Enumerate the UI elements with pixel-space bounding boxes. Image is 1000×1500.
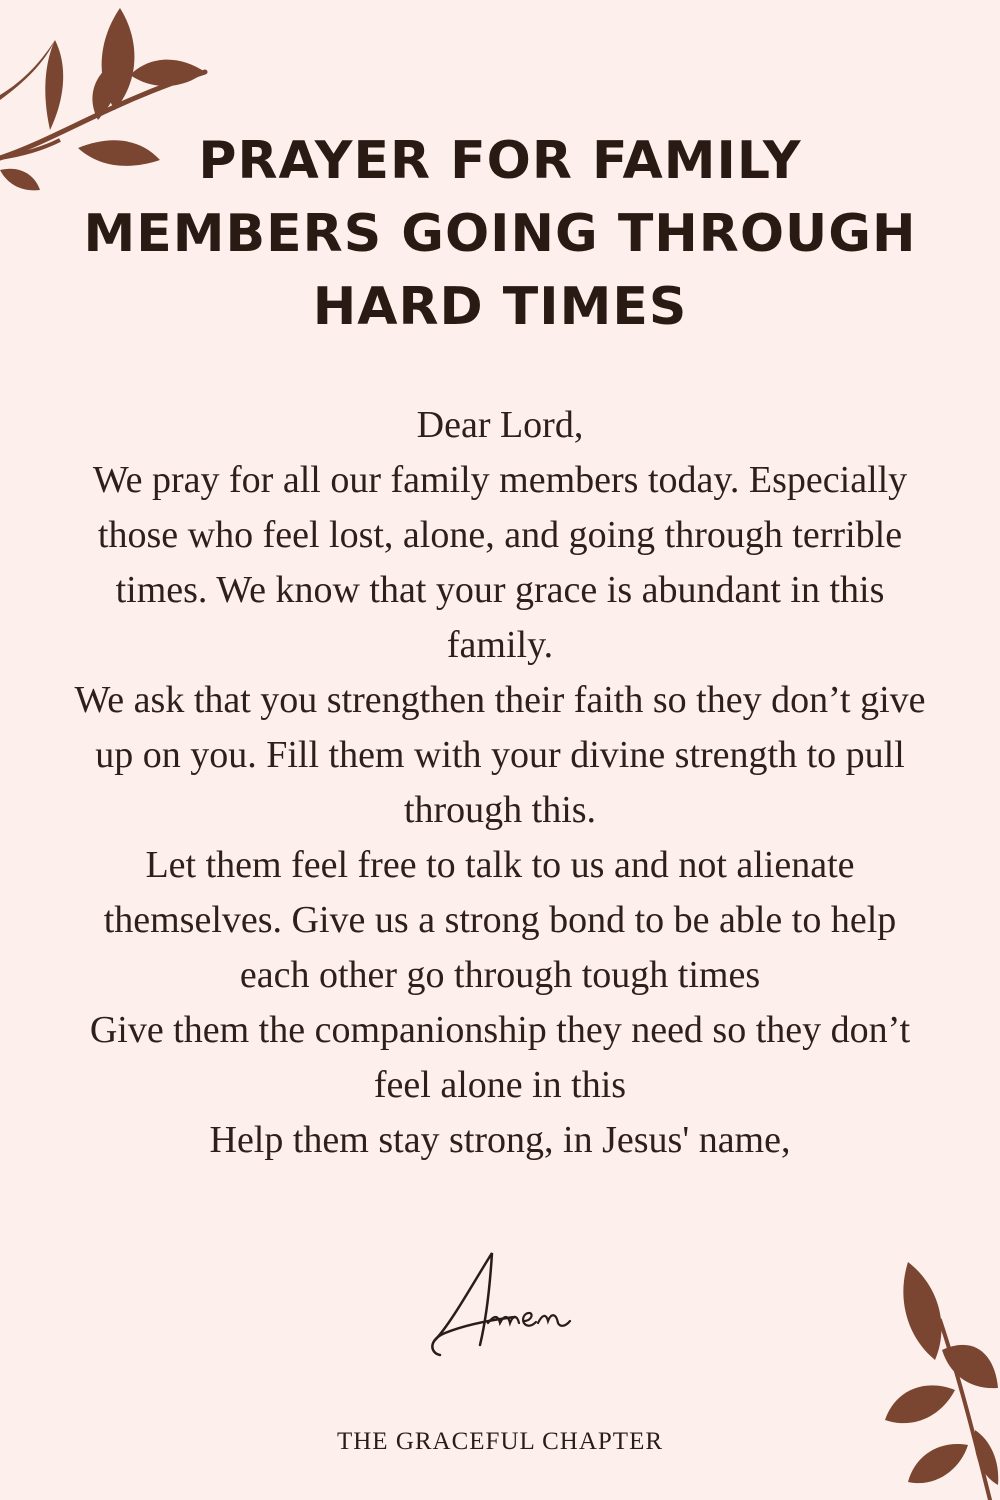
- prayer-line: Dear Lord,: [416, 404, 584, 446]
- prayer-line: Give them the companionship they need so they don’t feel alone in this: [89, 1009, 911, 1106]
- prayer-line: Help them stay strong, in Jesus' name,: [209, 1119, 791, 1161]
- prayer-line: Let them feel free to talk to us and not alienate themselves. Give us a strong bond to be able to help each other go through tough times: [103, 844, 897, 996]
- prayer-body: [70, 398, 930, 1168]
- amen-signature: [420, 1245, 590, 1365]
- page-title: PRAYER FOR FAMILY MEMBERS GOING THROUGH HARD TIMES: [83, 131, 917, 337]
- footer-brand: THE GRACEFUL CHAPTER: [336, 1428, 664, 1455]
- prayer-line: We ask that you strengthen their faith so they don’t give up on you. Fill them with your divine strength to pull through this.: [74, 679, 926, 831]
- leaf-branch-bottom-decoration: [880, 1260, 1000, 1500]
- prayer-line: We pray for all our family members today. Especially those who feel lost, alone, and going through terrible times. We know that your grace is abundant in this family.: [92, 459, 908, 666]
